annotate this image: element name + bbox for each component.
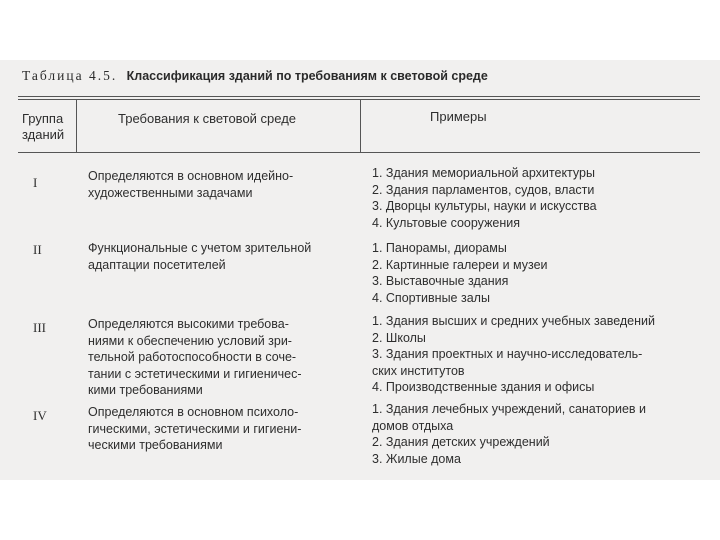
requirements-line: гическими, эстетическими и гигиени- bbox=[88, 421, 302, 436]
requirements-line: Определяются высокими требова- bbox=[88, 317, 289, 331]
table-title: Классификация зданий по требованиям к световой среде bbox=[126, 69, 488, 83]
example-line: 3. Здания проектных и научно-исследователь- bbox=[372, 347, 643, 361]
example-line: 1. Панорамы, диорамы bbox=[372, 241, 507, 255]
requirements-line: адаптации посетителей bbox=[88, 257, 226, 272]
requirements-line: тании с эстетическими и гигиеничес- bbox=[88, 366, 302, 381]
header-group bbox=[22, 111, 64, 143]
requirements-line: Определяются в основном идейно- bbox=[88, 169, 294, 183]
header-group-line-1: Группа bbox=[22, 111, 64, 126]
requirements-line: Функциональные с учетом зрительной bbox=[88, 241, 312, 255]
example-line: 3. Выставочные здания bbox=[372, 274, 509, 288]
examples-cell bbox=[372, 240, 548, 306]
example-line: 4. Культовые сооружения bbox=[372, 215, 521, 230]
table-caption bbox=[22, 68, 702, 84]
group-number: III bbox=[33, 320, 46, 335]
requirements-line: кими требованиями bbox=[88, 383, 203, 397]
requirements-line: ческими требованиями bbox=[88, 438, 223, 452]
example-line: 2. Картинные галереи и музеи bbox=[372, 257, 548, 272]
group-number: IV bbox=[33, 408, 47, 423]
header-group-line-2: зданий bbox=[22, 127, 65, 142]
example-line: 2. Здания парламентов, судов, власти bbox=[372, 182, 595, 197]
example-line: 3. Жилые дома bbox=[372, 451, 461, 466]
header-requirements: Требования к световой среде bbox=[118, 111, 297, 126]
examples-cell bbox=[372, 165, 597, 231]
requirements-cell bbox=[88, 404, 301, 454]
example-line: 4. Производственные здания и офисы bbox=[372, 380, 595, 394]
top-double-rule-2 bbox=[18, 99, 700, 100]
examples-cell bbox=[372, 313, 655, 396]
example-line: ских институтов bbox=[372, 363, 465, 378]
example-line: 1. Здания мемориальной архитектуры bbox=[372, 166, 595, 180]
table-label: Таблица 4.5. bbox=[22, 68, 118, 83]
example-line: 1. Здания лечебных учреждений, санаториев и bbox=[372, 402, 646, 416]
example-line: домов отдыха bbox=[372, 418, 454, 433]
example-line: 2. Школы bbox=[372, 330, 426, 345]
requirements-cell bbox=[88, 168, 293, 201]
group-number: I bbox=[33, 175, 38, 190]
group-number: II bbox=[33, 242, 42, 257]
requirements-line: ниями к обеспечению условий зри- bbox=[88, 333, 292, 348]
example-line: 4. Спортивные залы bbox=[372, 290, 490, 305]
header-examples: Примеры bbox=[430, 109, 487, 124]
requirements-cell bbox=[88, 240, 311, 273]
requirements-line: художественными задачами bbox=[88, 185, 253, 200]
top-double-rule-1 bbox=[18, 96, 700, 97]
example-line: 1. Здания высших и средних учебных заведений bbox=[372, 314, 655, 328]
requirements-cell bbox=[88, 316, 302, 399]
example-line: 3. Дворцы культуры, науки и искусства bbox=[372, 199, 597, 213]
header-divider-2 bbox=[360, 100, 361, 152]
example-line: 2. Здания детских учреждений bbox=[372, 435, 550, 449]
requirements-line: Определяются в основном психоло- bbox=[88, 405, 299, 419]
header-bottom-rule bbox=[18, 152, 700, 153]
examples-cell bbox=[372, 401, 646, 467]
requirements-line: тельной работоспособности в соче- bbox=[88, 350, 297, 364]
header-divider-1 bbox=[76, 100, 77, 152]
